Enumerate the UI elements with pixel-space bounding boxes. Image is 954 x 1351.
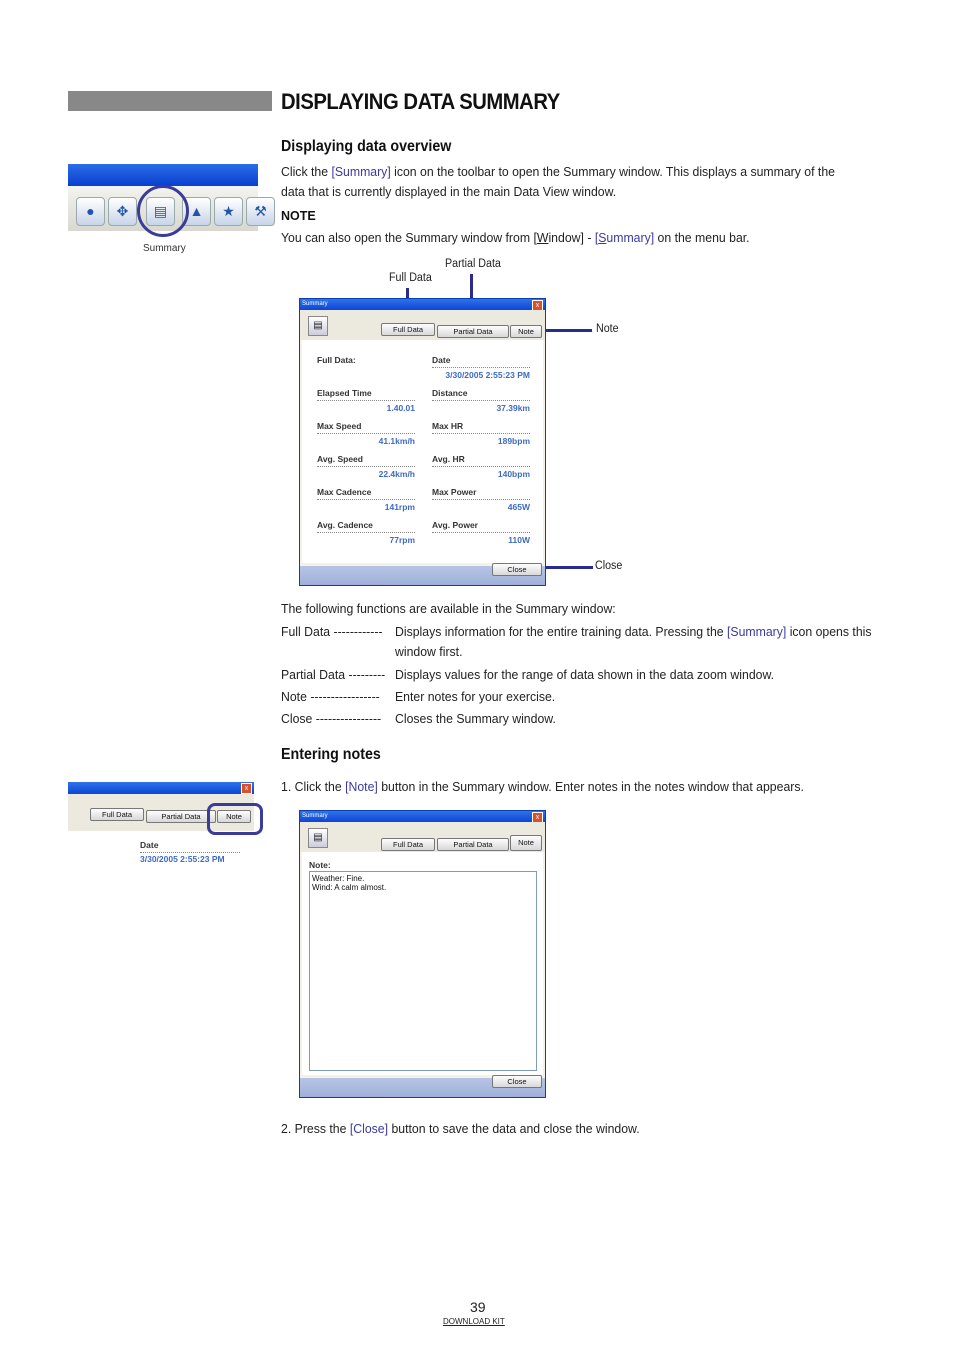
field-label: Max Power <box>432 487 477 497</box>
divider <box>432 367 530 368</box>
term-partial-data: Partial Data --------- <box>281 667 386 682</box>
notes-heading: Entering notes <box>281 746 381 763</box>
note-label: NOTE <box>281 209 316 223</box>
full-data-button[interactable]: Full Data <box>381 323 435 336</box>
calendar-icon: ▤ <box>308 828 328 848</box>
field-value: 141rpm <box>384 502 415 512</box>
summary-window <box>299 298 546 586</box>
field-label: Avg. Cadence <box>317 520 373 530</box>
crop-titlebar <box>68 782 254 794</box>
divider <box>317 499 415 500</box>
desc-full-data: Displays information for the entire training data. Pressing the [Summary] icon opens this window first. <box>395 624 872 659</box>
note-line: Weather: Fine. <box>312 874 365 883</box>
window-close-icon[interactable]: x <box>532 300 543 311</box>
field-label: Date <box>432 355 451 365</box>
callout-close: Close <box>595 560 623 572</box>
page-title: DISPLAYING DATA SUMMARY <box>281 89 560 114</box>
step-2: 2. Press the [Close] button to save the data and close the window. <box>281 1121 640 1136</box>
full-data-button[interactable]: Full Data <box>381 838 435 851</box>
field-label: Avg. HR <box>432 454 465 464</box>
header-bar <box>68 91 272 111</box>
desc-note: Enter notes for your exercise. <box>395 689 556 704</box>
field-value: 189bpm <box>497 436 530 446</box>
field-label: Max HR <box>432 421 464 431</box>
field-label: Max Speed <box>317 421 362 431</box>
term-full-data: Full Data ------------ <box>281 624 383 639</box>
callout-line-close <box>540 566 593 569</box>
crop-close-icon: x <box>241 783 252 794</box>
note-button[interactable]: Note <box>510 835 542 851</box>
divider <box>432 466 530 467</box>
field-value: 110W <box>508 535 530 545</box>
field-value: 3/30/2005 2:55:23 PM <box>445 370 530 380</box>
overview-paragraph: Click the [Summary] icon on the toolbar to open the Summary window. This displays a summary of the data that is currently displayed in the main Data View window. <box>281 164 835 199</box>
callout-full-data: Full Data <box>389 272 432 284</box>
divider <box>432 400 530 401</box>
note-button[interactable]: Note <box>510 325 542 338</box>
field-label: Distance <box>432 388 468 398</box>
field-label: Avg. Speed <box>317 454 363 464</box>
overview-heading: Displaying data overview <box>281 138 452 155</box>
divider <box>317 433 415 434</box>
field-value: 465W <box>507 502 530 512</box>
field-value: 41.1km/h <box>378 436 415 446</box>
close-link[interactable]: [Close] <box>349 1121 389 1136</box>
bike-icon[interactable]: ● <box>76 197 105 226</box>
divider <box>432 532 530 533</box>
note-button-highlight <box>207 803 263 835</box>
graph-icon[interactable]: ▲ <box>182 197 211 226</box>
divider <box>432 499 530 500</box>
crop-date-value: 3/30/2005 2:55:23 PM <box>140 854 225 864</box>
crop-date-label: Date <box>140 840 159 850</box>
partial-data-button[interactable]: Partial Data <box>437 838 509 851</box>
tools-icon[interactable]: ⚒ <box>246 197 275 226</box>
menu-summary-link[interactable]: [Summary] <box>594 230 655 245</box>
note-paragraph: You can also open the Summary window from [Window] - [Summary] on the menu bar. <box>281 230 750 245</box>
note-textarea[interactable] <box>309 871 537 1071</box>
close-button[interactable]: Close <box>492 563 542 576</box>
download-kit-link[interactable]: DOWNLOAD KIT <box>443 1317 505 1326</box>
callout-partial-data: Partial Data <box>445 258 501 270</box>
term-note: Note ----------------- <box>281 689 380 704</box>
field-value: 77rpm <box>389 535 415 545</box>
summary-icon-highlight <box>137 185 189 237</box>
partial-data-button[interactable]: Partial Data <box>437 325 509 338</box>
field-value: 1.40.01 <box>386 403 415 413</box>
page-number: 39 <box>470 1299 486 1315</box>
field-value: 22.4km/h <box>378 469 415 479</box>
field-label: Avg. Power <box>432 520 478 530</box>
field-label: Max Cadence <box>317 487 372 497</box>
callout-note: Note <box>596 323 619 335</box>
summary-icon[interactable]: ▤ <box>146 197 175 226</box>
note-link[interactable]: [Note] <box>345 779 378 794</box>
compare-icon[interactable]: ✥ <box>108 197 137 226</box>
crop-note-button: Note <box>217 810 251 823</box>
crop-partial-data-button: Partial Data <box>146 810 216 823</box>
full-data-label: Full Data: <box>317 355 356 365</box>
field-value: 37.39km <box>496 403 530 413</box>
divider <box>317 400 415 401</box>
functions-intro: The following functions are available in the Summary window: <box>281 601 616 616</box>
window-titlebar <box>68 164 258 186</box>
divider <box>317 466 415 467</box>
desc-partial-data: Displays values for the range of data shown in the data zoom window. <box>395 667 775 682</box>
field-label: Elapsed Time <box>317 388 372 398</box>
toolbar-caption: Summary <box>143 243 186 254</box>
callout-line-note <box>540 329 592 332</box>
term-close: Close ---------------- <box>281 711 382 726</box>
desc-close: Closes the Summary window. <box>395 711 556 726</box>
crop-full-data-button: Full Data <box>90 808 144 821</box>
analysis-icon[interactable]: ★ <box>214 197 243 226</box>
divider <box>432 433 530 434</box>
calendar-icon: ▤ <box>308 316 328 336</box>
summary-link-2[interactable]: [Summary] <box>726 624 787 639</box>
note-field-label: Note: <box>309 860 331 870</box>
field-value: 140bpm <box>497 469 530 479</box>
notes-window-close-icon[interactable]: x <box>532 812 543 823</box>
divider <box>140 852 240 853</box>
summary-link[interactable]: [Summary] <box>331 164 391 179</box>
close-button[interactable]: Close <box>492 1075 542 1088</box>
step-1: 1. Click the [Note] button in the Summary window. Enter notes in the notes window that appears. <box>281 779 804 794</box>
summary-window-title: Summary <box>300 299 545 310</box>
note-line: Wind: A calm almost. <box>312 883 387 892</box>
notes-window-title: Summary <box>300 811 545 822</box>
divider <box>317 532 415 533</box>
